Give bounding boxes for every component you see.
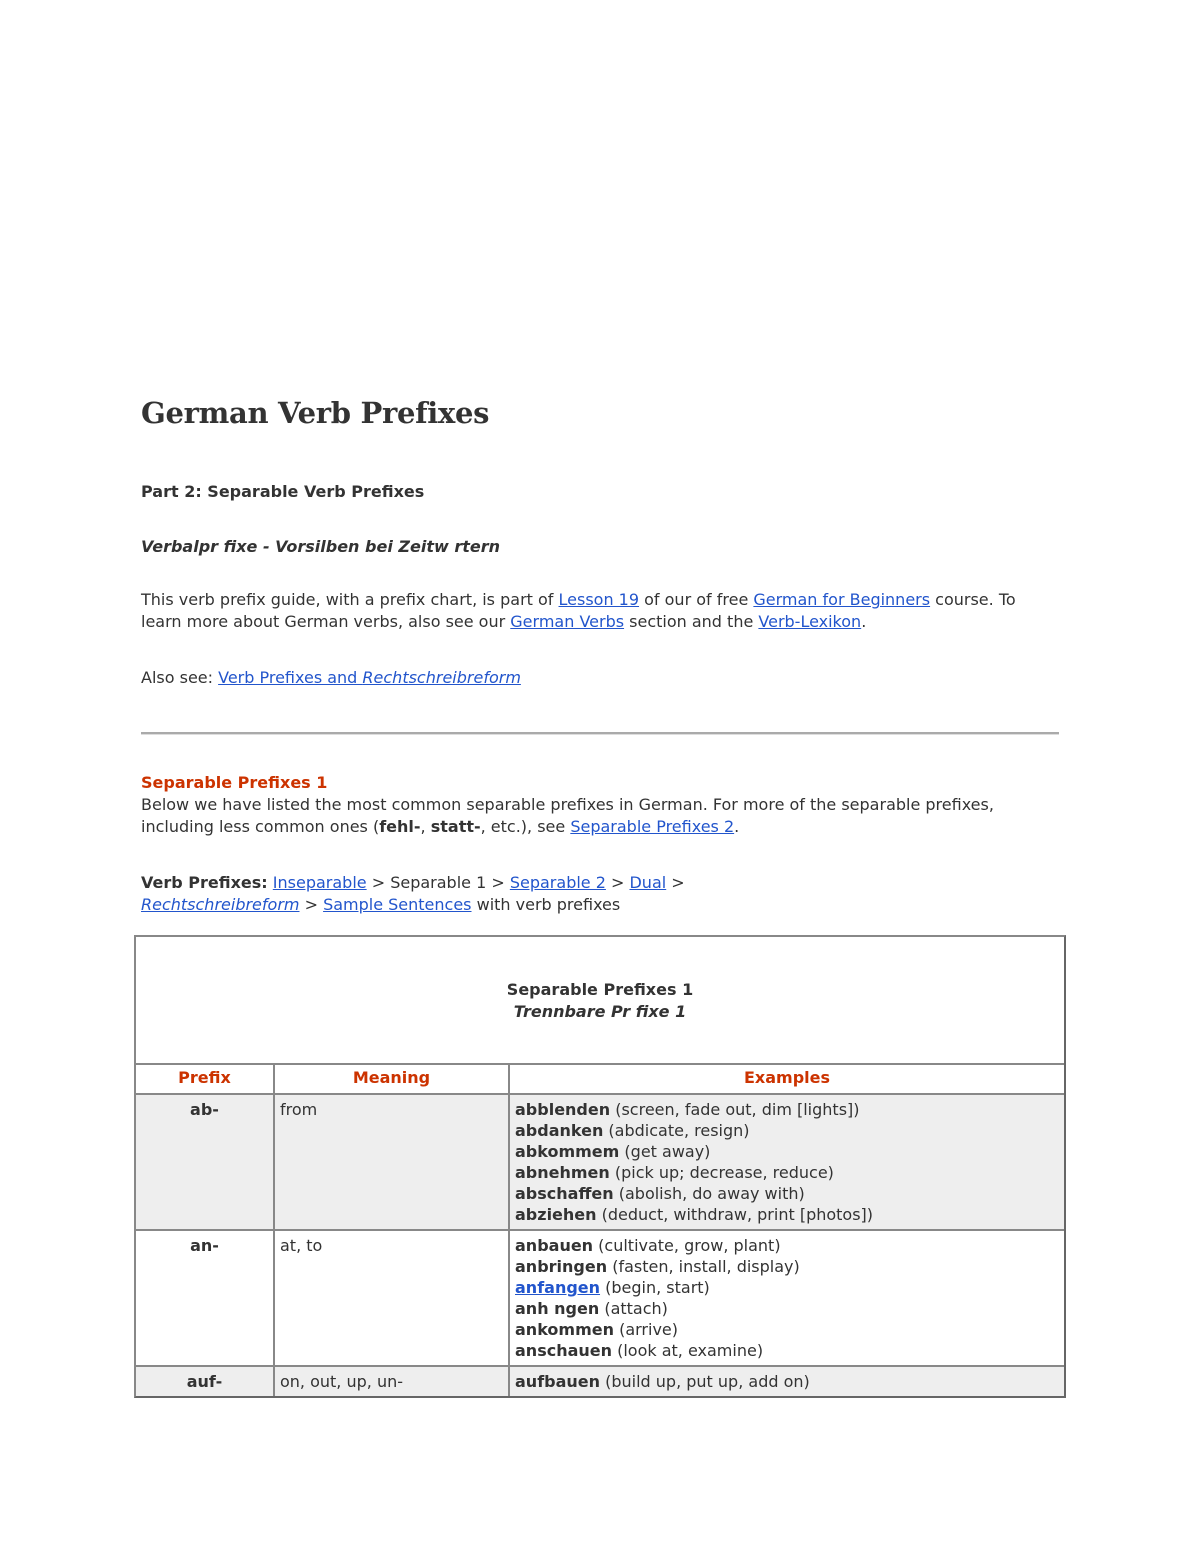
example-gloss: (look at, examine)	[612, 1341, 764, 1360]
example-item	[515, 1204, 1059, 1225]
nav-current: Separable 1	[390, 873, 487, 892]
col-header-examples: Examples	[509, 1065, 1064, 1094]
example-item	[515, 1162, 1059, 1183]
example-word: abblenden	[515, 1100, 611, 1119]
table-title-german: Trennbare Pr fixe 1	[513, 1002, 687, 1021]
lesson-19-link[interactable]: Lesson 19	[558, 590, 640, 609]
german-verbs-link[interactable]: German Verbs	[510, 612, 625, 631]
example-word: anschauen	[515, 1341, 613, 1360]
example-item	[515, 1371, 1059, 1392]
example-gloss: (abolish, do away with)	[613, 1184, 805, 1203]
example-item	[515, 1319, 1059, 1340]
example-word: anbringen	[515, 1257, 608, 1276]
main-content	[141, 396, 1061, 689]
intro-text: course. To learn more about German verbs, also see our	[141, 590, 1016, 631]
example-gloss: (pick up; decrease, reduce)	[609, 1163, 834, 1182]
desc-text: ,	[420, 817, 431, 836]
example-word: anbauen	[515, 1236, 594, 1255]
verb-lexikon-link[interactable]: Verb-Lexikon	[758, 612, 862, 631]
nav-separator: >	[299, 895, 324, 914]
rechtschreibreform-prefixes-link[interactable]	[218, 668, 521, 687]
also-see-label: Also see:	[141, 668, 219, 687]
table-row	[136, 1230, 1064, 1366]
example-item	[515, 1120, 1059, 1141]
desc-text: Below we have listed the most common separable prefixes in German. For more of the separable prefixes, including less common ones (	[141, 795, 994, 836]
nav-label: Verb Prefixes:	[141, 873, 268, 892]
intro-text: section and the	[624, 612, 759, 631]
section-description	[141, 794, 1041, 838]
section-heading: Separable Prefixes 1	[141, 773, 328, 792]
example-gloss: (deduct, withdraw, print [photos])	[596, 1205, 874, 1224]
page-title: German Verb Prefixes	[141, 396, 490, 430]
meaning-cell: from	[274, 1094, 509, 1230]
header-row	[136, 1065, 1064, 1094]
also-see	[141, 667, 1061, 689]
example-gloss: (get away)	[619, 1142, 711, 1161]
prefix-grid	[136, 1065, 1064, 1396]
desc-text: , etc.), see	[480, 817, 571, 836]
anfangen-link[interactable]: anfangen	[515, 1278, 601, 1297]
example-gloss: (attach)	[599, 1299, 668, 1318]
example-word: abkommem	[515, 1142, 620, 1161]
example-item	[515, 1183, 1059, 1204]
prefix-cell: ab-	[136, 1094, 274, 1230]
nav-separator: >	[366, 873, 391, 892]
nav-separator: >	[605, 873, 630, 892]
german-subtitle: Verbalpr fixe - Vorsilben bei Zeitw rtern	[141, 537, 500, 556]
example-item	[515, 1340, 1059, 1361]
example-word: abziehen	[515, 1205, 597, 1224]
table-row	[136, 1094, 1064, 1230]
page-subtitle: Part 2: Separable Verb Prefixes	[141, 482, 425, 501]
separable-prefixes-2-link[interactable]: Separable Prefixes 2	[570, 817, 735, 836]
example-gloss: (screen, fade out, dim [lights])	[610, 1100, 860, 1119]
nav-tail: with verb prefixes	[471, 895, 621, 914]
separable-section	[141, 772, 1041, 916]
nav-separator: >	[486, 873, 510, 892]
example-word: abschaffen	[515, 1184, 614, 1203]
desc-bold: statt-	[430, 817, 481, 836]
example-gloss: (arrive)	[613, 1320, 678, 1339]
nav-dual-link[interactable]: Dual	[629, 873, 667, 892]
table-caption	[136, 937, 1064, 1065]
prefix-cell: an-	[136, 1230, 274, 1366]
table-row	[136, 1366, 1064, 1396]
example-word: abnehmen	[515, 1163, 610, 1182]
intro-paragraph	[141, 589, 1031, 633]
example-gloss: (fasten, install, display)	[607, 1257, 800, 1276]
meaning-cell: at, to	[274, 1230, 509, 1366]
prefix-nav	[141, 872, 1041, 916]
section-divider	[141, 732, 1059, 735]
intro-text: This verb prefix guide, with a prefix chart, is part of	[141, 590, 559, 609]
example-gloss: (abdicate, resign)	[603, 1121, 750, 1140]
link-text-italic: Rechtschreibreform	[362, 668, 521, 687]
nav-rechtschreibreform-link[interactable]	[141, 895, 299, 914]
col-header-prefix: Prefix	[136, 1065, 274, 1094]
desc-bold: fehl-	[379, 817, 421, 836]
german-for-beginners-link[interactable]: German for Beginners	[753, 590, 931, 609]
col-header-meaning: Meaning	[274, 1065, 509, 1094]
examples-cell	[509, 1230, 1064, 1366]
link-text-italic: Rechtschreibreform	[141, 895, 300, 914]
example-item	[515, 1277, 1059, 1298]
nav-inseparable-link[interactable]: Inseparable	[272, 873, 367, 892]
example-item	[515, 1256, 1059, 1277]
intro-text: of our of free	[639, 590, 754, 609]
example-word: ankommen	[515, 1320, 614, 1339]
example-gloss: (begin, start)	[600, 1278, 710, 1297]
nav-sample-sentences-link[interactable]: Sample Sentences	[323, 895, 472, 914]
example-word: abdanken	[515, 1121, 604, 1140]
prefix-table	[134, 935, 1066, 1398]
example-item	[515, 1298, 1059, 1319]
desc-text: .	[734, 817, 740, 836]
example-gloss: (build up, put up, add on)	[600, 1372, 810, 1391]
example-item	[515, 1235, 1059, 1256]
example-gloss: (cultivate, grow, plant)	[593, 1236, 781, 1255]
link-text: Verb Prefixes and	[218, 668, 363, 687]
nav-separable-2-link[interactable]: Separable 2	[509, 873, 606, 892]
example-word: aufbauen	[515, 1372, 601, 1391]
example-item	[515, 1141, 1059, 1162]
prefix-cell: auf-	[136, 1366, 274, 1396]
example-word: anh ngen	[515, 1299, 600, 1318]
intro-text: .	[861, 612, 867, 631]
examples-cell	[509, 1094, 1064, 1230]
examples-cell	[509, 1366, 1064, 1396]
example-item	[515, 1099, 1059, 1120]
nav-separator: >	[666, 873, 685, 892]
meaning-cell: on, out, up, un-	[274, 1366, 509, 1396]
table-title: Separable Prefixes 1	[506, 980, 694, 999]
